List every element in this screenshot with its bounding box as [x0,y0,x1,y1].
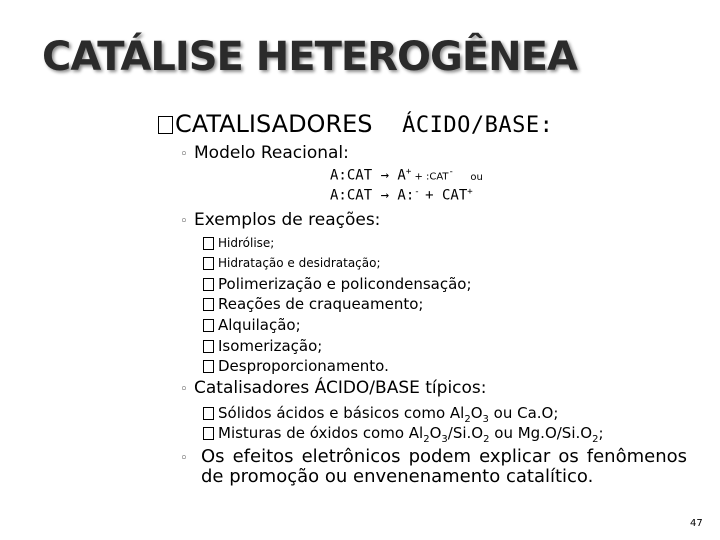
eq1-mid: + :CAT [411,171,449,183]
circle-bullet-icon: ◦ [180,147,188,162]
t2-e: ; [598,424,604,442]
item-text: Isomerização; [218,337,323,355]
list-item [203,404,558,425]
bullet-box-icon [158,116,173,134]
item-text: Hidrólise; [218,236,275,250]
list-item [203,337,322,355]
circle-bullet-icon: ◦ [180,214,188,229]
item-text: Alquilação; [218,316,301,334]
t1-a: Sólidos ácidos e básicos como Al [218,404,465,422]
efeitos-bullet [180,447,194,467]
t2-s3: 2 [483,434,490,445]
bullet-box-icon [203,340,214,353]
exemplos-label-row [180,210,380,230]
list-item [203,424,604,445]
item-text: Hidratação e desidratação; [218,256,381,270]
main-heading [158,110,553,138]
t2-d: ou Mg.O/Si.O [489,424,593,442]
list-item [203,275,472,293]
list-item [203,236,274,250]
page-number: 47 [690,518,703,529]
heading-suffix: ÁCIDO/BASE: [402,113,554,138]
list-item [203,256,381,270]
tipicos-label: Catalisadores ÁCIDO/BASE típicos: [194,378,487,398]
eq2-left: A:CAT → A: [330,187,415,204]
eq2-sup2: + [467,187,473,197]
t1-s1: 2 [464,414,471,425]
t2-a: Misturas de óxidos como Al [218,424,424,442]
modelo-label-row [180,143,349,163]
t1-s2: 3 [482,414,489,425]
slide-title: CATÁLISE HETEROGÊNEA [42,34,577,80]
t2-s1: 2 [423,434,430,445]
bullet-box-icon [203,237,214,250]
modelo-label: Modelo Reacional: [194,143,349,163]
bullet-box-icon [203,427,214,440]
bullet-box-icon [203,407,214,420]
eq1-sup2: - [448,167,454,177]
bullet-box-icon [203,319,214,332]
list-item [203,295,423,313]
item-text: Reações de craqueamento; [218,295,424,313]
circle-bullet-icon: ◦ [180,382,188,397]
heading-prefix: CATALISADORES [175,110,373,138]
list-item [203,357,389,375]
tipicos-label-row [180,378,487,398]
eq1-left: A:CAT → A [330,167,406,184]
t2-s4: 2 [592,434,599,445]
bullet-box-icon [203,360,214,373]
t1-b: O [470,404,483,422]
efeitos-text: Os efeitos eletrônicos podem explicar os fenômenos de promoção ou envenenamento catalítico. [201,446,687,487]
equation-2 [330,187,473,204]
t1-c: ou Ca.O; [488,404,559,422]
circle-bullet-icon: ◦ [180,451,188,466]
bullet-box-icon [203,278,214,291]
t2-c: /Si.O [447,424,484,442]
t2-b: O [429,424,442,442]
t2-s2: 3 [441,434,448,445]
exemplos-label: Exemplos de reações: [194,210,381,230]
item-text: Polimerização e policondensação; [218,275,472,293]
bullet-box-icon [203,257,214,270]
list-item [203,316,301,334]
eq2-sup1: - [414,187,426,197]
bullet-box-icon [203,298,214,311]
equation-1 [330,167,483,184]
eq2-mid: + CAT [425,187,468,204]
item-text: Desproporcionamento. [218,357,389,375]
eq1-tail: ou [470,171,483,183]
eq1-sup1: + [405,167,412,177]
